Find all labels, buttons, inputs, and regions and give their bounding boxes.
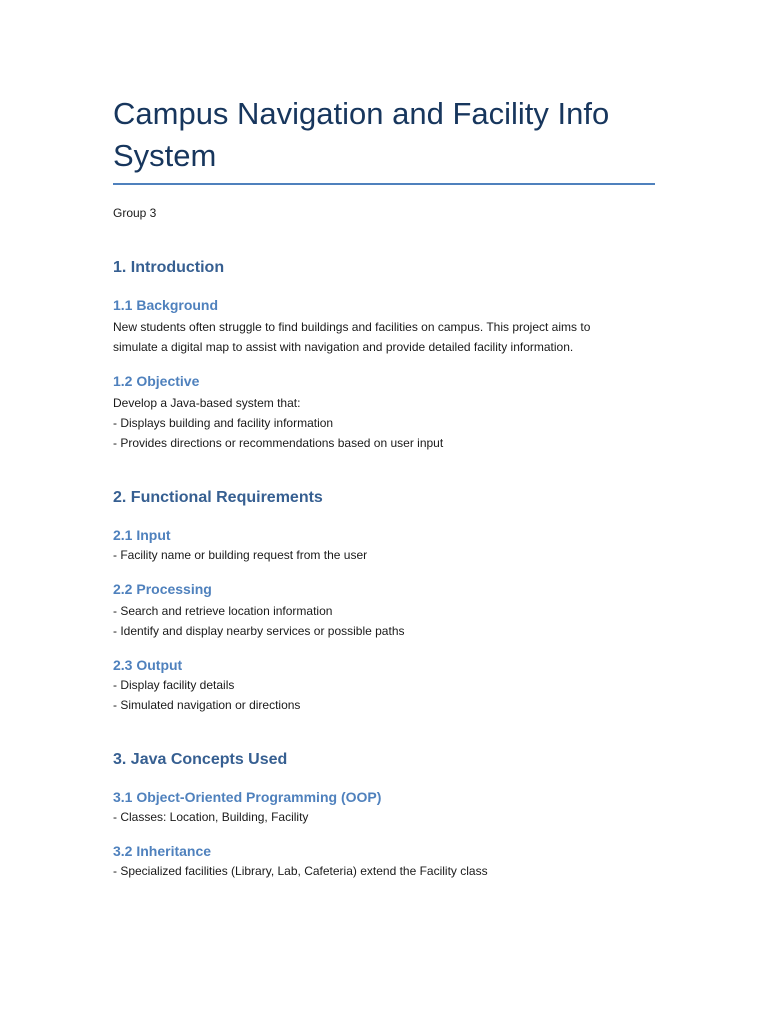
subsection-heading: 1.1 Background bbox=[113, 297, 219, 313]
subsection-processing bbox=[113, 579, 655, 641]
paragraph bbox=[113, 861, 655, 881]
section-java-concepts bbox=[113, 749, 655, 881]
document-title: Campus Navigation and Facility Info System bbox=[113, 96, 610, 173]
list-item: - Displays building and facility information bbox=[113, 416, 334, 430]
subsection-heading: 3.2 Inheritance bbox=[113, 843, 212, 859]
document-page bbox=[113, 0, 655, 881]
subsection-objective bbox=[113, 371, 655, 453]
subsection-heading: 2.2 Processing bbox=[113, 581, 212, 597]
subsection-oop bbox=[113, 787, 655, 827]
section-introduction bbox=[113, 257, 655, 453]
list-item: - Provides directions or recommendations based on user input bbox=[113, 436, 444, 450]
paragraph bbox=[113, 601, 655, 641]
subsection-inheritance bbox=[113, 841, 655, 881]
paragraph bbox=[113, 675, 655, 715]
subsection-background bbox=[113, 295, 655, 357]
list-item: - Display facility details bbox=[113, 678, 235, 692]
title-underline bbox=[113, 183, 655, 185]
subsection-heading: 2.3 Output bbox=[113, 657, 183, 673]
subsection-heading: 1.2 Objective bbox=[113, 373, 200, 389]
paragraph bbox=[113, 807, 655, 827]
text-line: Develop a Java-based system that: bbox=[113, 396, 301, 410]
list-item: - Identify and display nearby services or possible paths bbox=[113, 624, 405, 638]
text-line: simulate a digital map to assist with navigation and provide detailed facility information. bbox=[113, 340, 574, 354]
section-heading: 1. Introduction bbox=[113, 259, 225, 276]
list-item: - Specialized facilities (Library, Lab, Cafeteria) extend the Facility class bbox=[113, 864, 488, 878]
subsection-heading: 2.1 Input bbox=[113, 527, 171, 543]
list-item: - Search and retrieve location information bbox=[113, 604, 333, 618]
paragraph bbox=[113, 545, 655, 565]
section-heading: 2. Functional Requirements bbox=[113, 489, 323, 506]
subsection-heading: 3.1 Object-Oriented Programming (OOP) bbox=[113, 789, 382, 805]
list-item: - Classes: Location, Building, Facility bbox=[113, 810, 309, 824]
list-item: - Facility name or building request from the user bbox=[113, 548, 368, 562]
subsection-output bbox=[113, 655, 655, 715]
section-heading: 3. Java Concepts Used bbox=[113, 751, 288, 768]
subsection-input bbox=[113, 525, 655, 565]
paragraph bbox=[113, 393, 655, 453]
text-line: New students often struggle to find buildings and facilities on campus. This project aims to bbox=[113, 320, 591, 334]
section-functional-requirements bbox=[113, 487, 655, 715]
group-label: Group 3 bbox=[113, 206, 157, 220]
paragraph bbox=[113, 317, 655, 357]
list-item: - Simulated navigation or directions bbox=[113, 698, 301, 712]
